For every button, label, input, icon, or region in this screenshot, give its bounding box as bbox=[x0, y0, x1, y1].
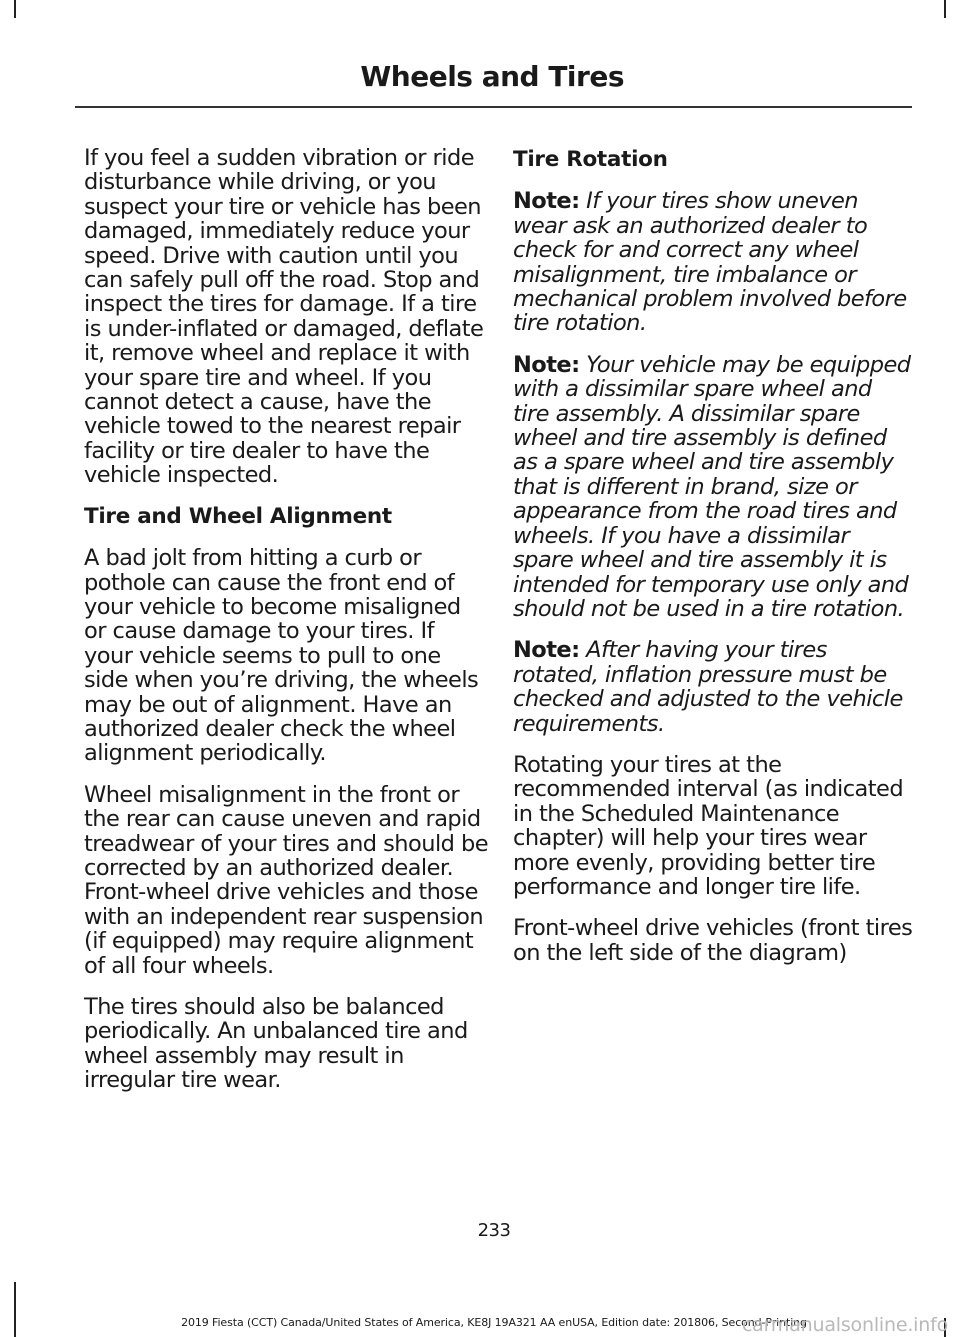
alignment-paragraph-1: A bad jolt from hitting a curb or pothole can cause the front end of your vehicle to become misaligned or cause damage to your tires. If your vehicle seems to pull to one side when you’re driving, the wheels may be out of alignment. Have an authorized dealer check the wheel alignment periodically. bbox=[84, 545, 479, 767]
section-heading-alignment: Tire and Wheel Alignment bbox=[84, 503, 392, 529]
left-column bbox=[84, 146, 488, 1110]
footer-edition-info: 2019 Fiesta (CCT) Canada/United States of America, KE8J 19A321 AA enUSA, Edition date: 201806, Second-Printing bbox=[181, 1316, 807, 1329]
rotation-paragraph-1: Rotating your tires at the recommended interval (as indicated in the Scheduled Maintenance chapter) will help your tires wear more evenly, providing better tire performance and longer tire life. bbox=[513, 751, 904, 900]
note-label: Note: bbox=[513, 188, 580, 215]
page-number: 233 bbox=[477, 1220, 511, 1241]
note-1-text: If your tires show uneven wear ask an authorized dealer to check for and correct any wheel misalignment, tire imbalance or mechanical problem involved before tire rotation. bbox=[513, 188, 907, 337]
crop-mark-top-left bbox=[14, 0, 16, 18]
header-rule bbox=[75, 106, 912, 108]
note-label: Note: bbox=[513, 637, 580, 664]
note-2 bbox=[513, 353, 913, 621]
rotation-paragraph-2: Front-wheel drive vehicles (front tires on the left side of the diagram) bbox=[513, 915, 913, 966]
alignment-paragraph-3: The tires should also be balanced periodically. An unbalanced tire and wheel assembly may result in irregular tire wear. bbox=[84, 994, 468, 1094]
watermark: carmanualsonline.info bbox=[741, 1314, 948, 1336]
note-3-text: After having your tires rotated, inflation pressure must be checked and adjusted to the vehicle requirements. bbox=[513, 637, 903, 737]
right-column bbox=[513, 146, 913, 982]
note-1 bbox=[513, 189, 913, 335]
alignment-paragraph-2: Wheel misalignment in the front or the rear can cause uneven and rapid treadwear of your tires and should be corrected by an authorized dealer. Front-wheel drive vehicles and those with an independent rear suspension (if equipped) may require alignment of all four wheels. bbox=[84, 781, 489, 979]
note-2-text: Your vehicle may be equipped with a dissimilar spare wheel and tire assembly. A dissimilar spare wheel and tire assembly is defined as a spare wheel and tire assembly that is different in brand, size or appearance from the road tires and wheels. If you have a dissimilar spare wheel and tire assembly it is intended for temporary use only and should not be used in a tire rotation. bbox=[513, 351, 911, 622]
intro-paragraph: If you feel a sudden vibration or ride disturbance while driving, or you suspect your tire or vehicle has been damaged, immediately reduce your speed. Drive with caution until you can safely pull off the road. Stop and inspect the tires for damage. If a tire is under-inflated or damaged, deflate it, remove wheel and replace it with your spare tire and wheel. If you cannot detect a cause, have the vehicle towed to the nearest repair facility or tire dealer to have the vehicle inspected. bbox=[84, 145, 484, 489]
section-heading-rotation: Tire Rotation bbox=[513, 147, 668, 172]
note-3 bbox=[513, 638, 913, 736]
crop-mark-top-right bbox=[944, 0, 946, 18]
note-label: Note: bbox=[513, 351, 580, 378]
page-title: Wheels and Tires bbox=[360, 60, 624, 93]
